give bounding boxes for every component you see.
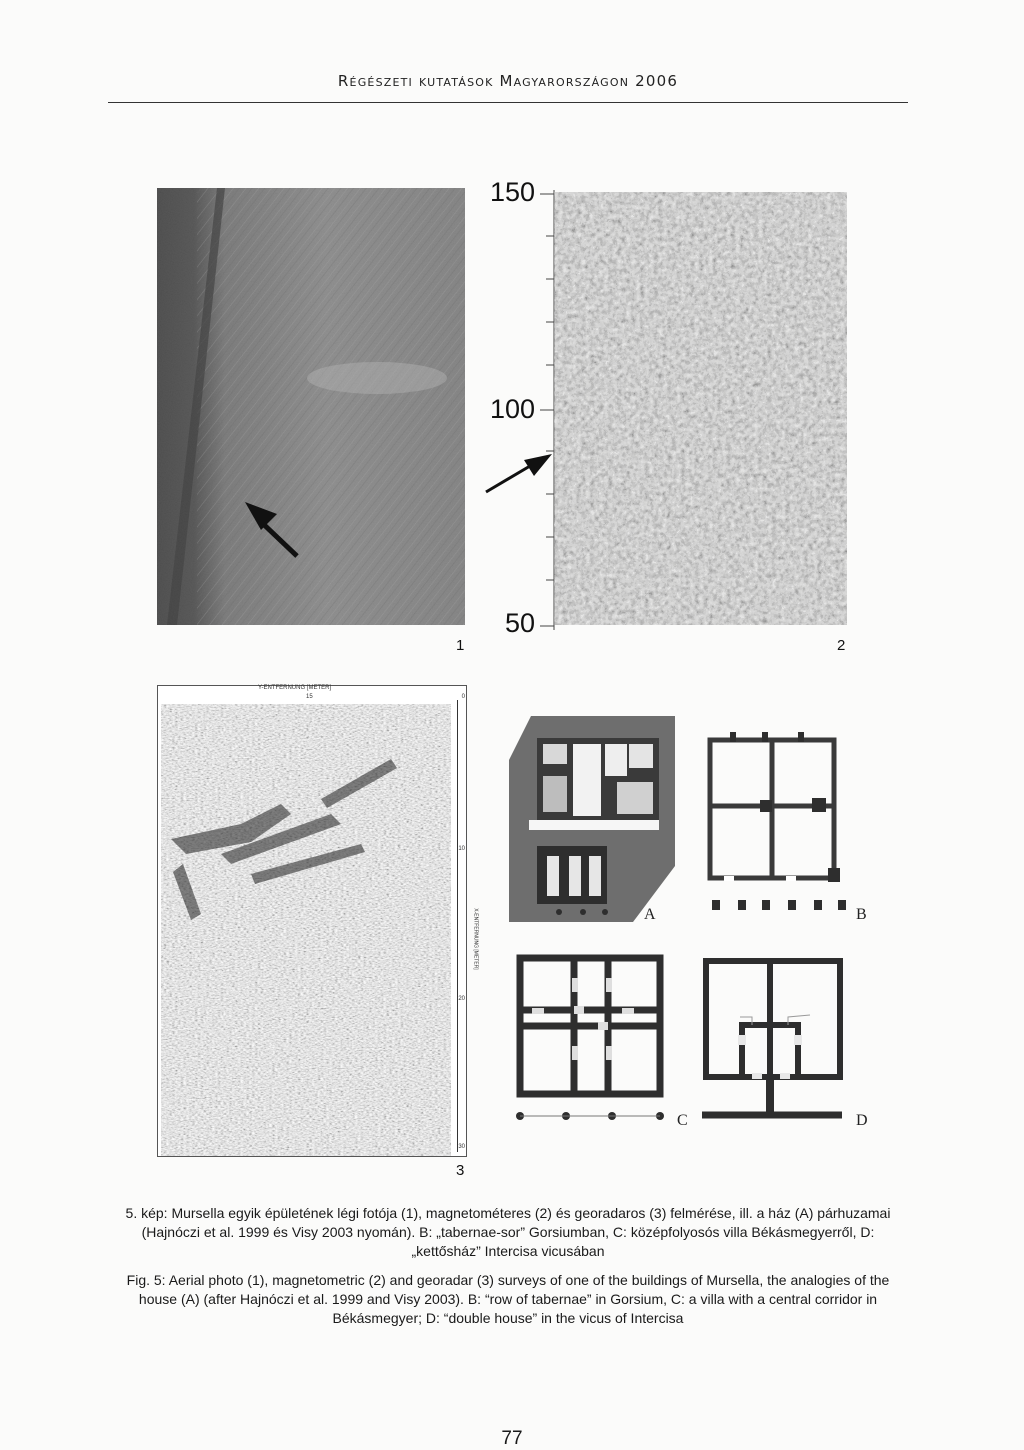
header-rule — [108, 102, 908, 103]
georadar-right-axis-label: X-ENTFERNUNG [METER] — [472, 908, 479, 970]
georadar-right-tick-3: 30 — [458, 1144, 465, 1150]
georadar-top-axis-label: Y-ENTFERNUNG [METER] — [258, 685, 332, 691]
panel-label-2: 2 — [837, 637, 846, 654]
aerial-photo — [157, 188, 465, 625]
plan-a — [509, 716, 679, 926]
plan-d — [700, 955, 846, 1125]
panel-label-3: 3 — [456, 1162, 465, 1179]
scale-label-100: 100 — [490, 394, 536, 424]
plan-c — [512, 950, 672, 1130]
caption-hungarian: 5. kép: Mursella egyik épületének légi fotója (1), magnetométeres (2) és georadaros (3) felmérése, ill. a ház (A) párhuzamai (Hajnóczi et al. 1999 és Visy 2003 nyomán). B: „tabernae-sor” Gorsiumban, C: középfolyosós villa Békásmegyerről, D: „kettősház” Intercisa vicusában — [125, 1205, 891, 1259]
georadar-right-tick-0: 0 — [461, 694, 465, 700]
plan-label-a: A — [644, 906, 656, 923]
georadar-right-tick-1: 10 — [458, 846, 465, 852]
caption-english: Fig. 5: Aerial photo (1), magnetometric (2) and georadar (3) surveys of one of the buildings of Mursella, the analogies of the house (A) (after Hajnóczi et al. 1999 and Visy 2003). B: “row of tabernae” in Gorsium, C: a villa with a central corridor in Békásmegyer; D: “double house” in the vicus of Intercisa — [126, 1272, 890, 1326]
magnetometric-survey — [554, 192, 847, 625]
scale-label-150: 150 — [490, 177, 536, 207]
panel-label-1: 1 — [456, 637, 465, 654]
plan-label-c: C — [677, 1112, 688, 1129]
plan-b — [700, 728, 850, 918]
georadar-survey — [157, 685, 479, 1157]
plan-label-d: D — [856, 1112, 868, 1129]
running-head: Régészeti kutatások Magyarországon 2006 — [337, 72, 679, 90]
arrow-icon — [480, 448, 560, 498]
plan-label-b: B — [856, 906, 867, 923]
georadar-top-tick: 15 — [306, 694, 313, 700]
georadar-right-tick-2: 20 — [458, 996, 465, 1002]
page-number: 77 — [501, 1428, 523, 1449]
scale-label-50: 50 — [505, 608, 536, 638]
